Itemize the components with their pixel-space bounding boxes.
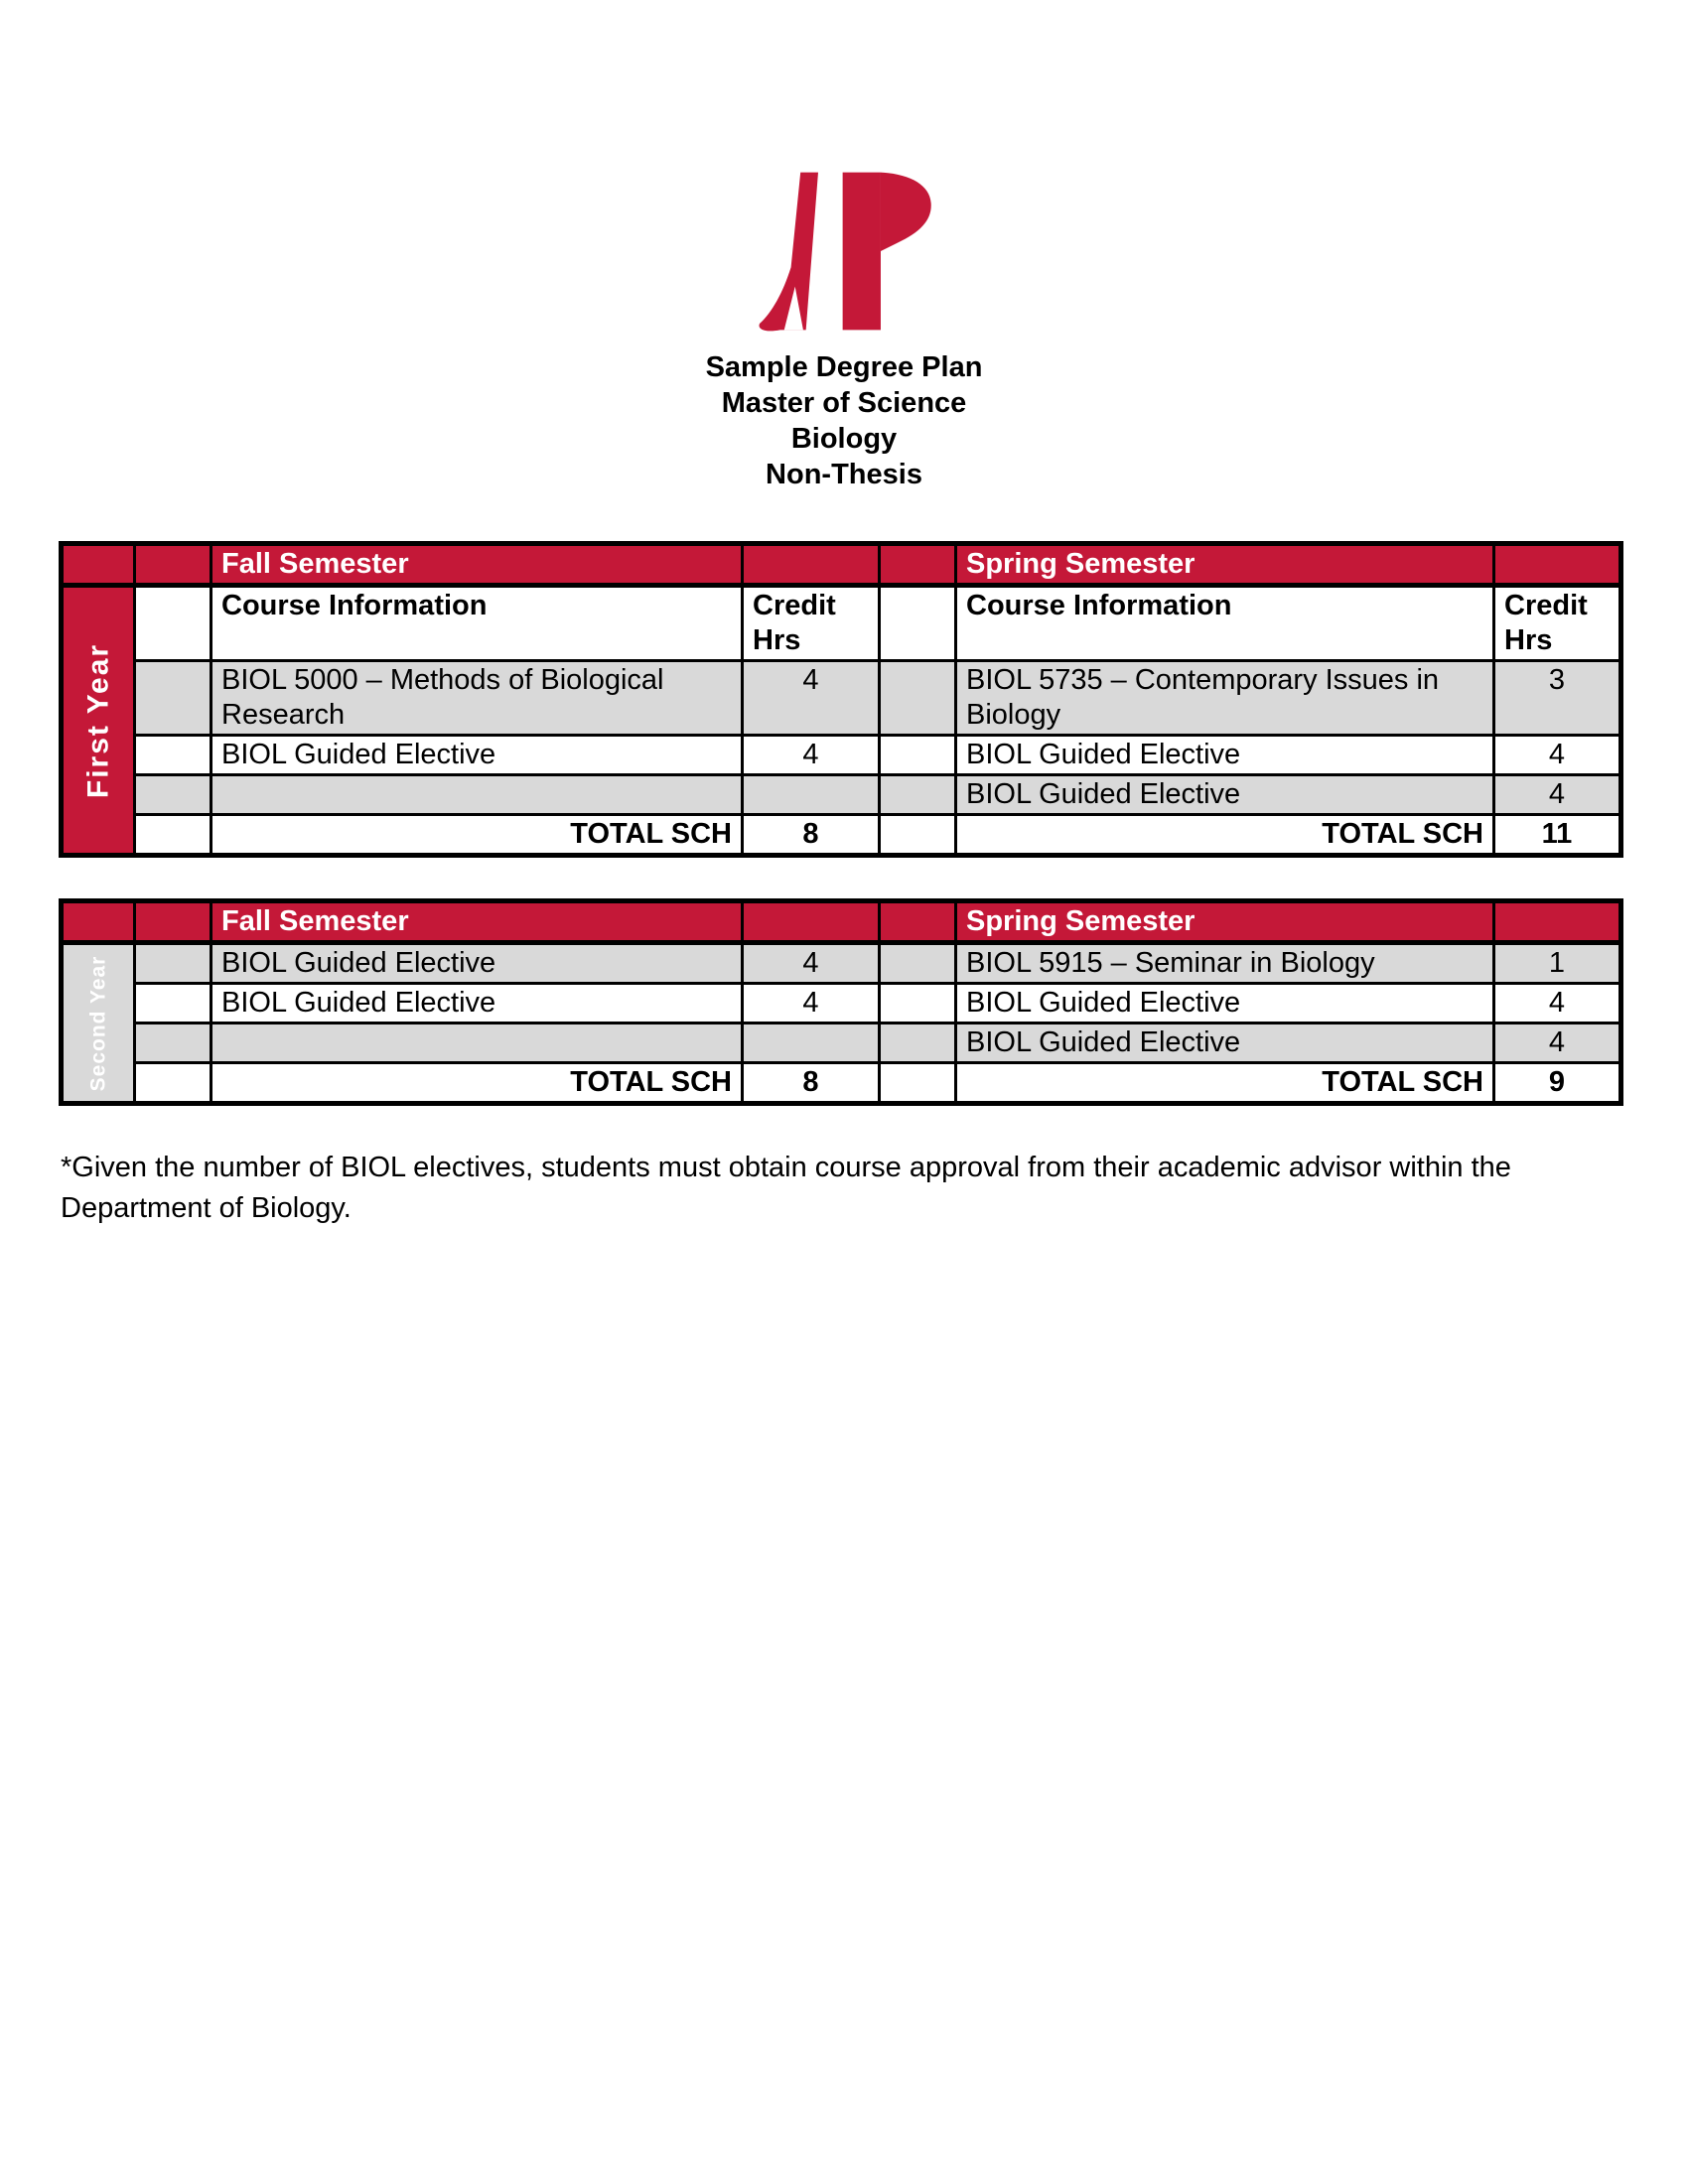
spring-course-cell: BIOL 5915 – Seminar in Biology	[956, 943, 1494, 984]
second-year-label: Second Year	[86, 955, 110, 1091]
fall-total-value: 8	[743, 815, 880, 856]
fall-total-label: TOTAL SCH	[211, 815, 743, 856]
course-row	[62, 943, 1621, 984]
spring-semester-header: Spring Semester	[956, 901, 1494, 943]
title-line-3: Biology	[790, 423, 898, 455]
ap-logo-a-glyph	[760, 173, 818, 332]
header-credit-cell	[1494, 544, 1621, 586]
spring-total-label: TOTAL SCH	[956, 1063, 1494, 1104]
credit-hrs-header: Credit Hrs	[743, 586, 880, 661]
spring-credit-cell: 4	[1494, 1024, 1621, 1063]
footnote	[61, 1148, 1629, 1229]
gap-cell	[880, 943, 956, 984]
header-spacer-cell	[135, 544, 211, 586]
spring-semester-header: Spring Semester	[956, 544, 1494, 586]
fall-course-cell: BIOL Guided Elective	[211, 736, 743, 775]
spring-course-cell: BIOL Guided Elective	[956, 1024, 1494, 1063]
header-spacer-cell	[135, 901, 211, 943]
spacer-cell	[135, 943, 211, 984]
ap-logo-p-stem	[843, 173, 881, 331]
credit-hrs-header: Credit Hrs	[1494, 586, 1621, 661]
header-gap-cell	[880, 901, 956, 943]
spacer-cell	[135, 775, 211, 815]
gap-cell	[880, 586, 956, 661]
semester-header-row	[62, 901, 1621, 943]
fall-course-cell: BIOL 5000 – Methods of Biological Research	[211, 661, 743, 736]
spacer-cell	[135, 736, 211, 775]
column-labels-row	[62, 586, 1621, 661]
ap-logo-p-bowl	[881, 173, 931, 251]
spring-total-value: 9	[1494, 1063, 1621, 1104]
header-credit-cell	[1494, 901, 1621, 943]
document-title-block	[0, 349, 1688, 492]
gap-cell	[880, 661, 956, 736]
fall-semester-header: Fall Semester	[211, 544, 743, 586]
spring-credit-cell: 4	[1494, 984, 1621, 1024]
fall-total-value: 8	[743, 1063, 880, 1104]
fall-credit-cell	[743, 1024, 880, 1063]
year-label-cell	[62, 943, 135, 1104]
fall-course-cell: BIOL Guided Elective	[211, 943, 743, 984]
spacer-cell	[135, 984, 211, 1024]
header-year-cell	[62, 544, 135, 586]
title-line-2: Master of Science	[721, 387, 967, 419]
first-year-label: First Year	[81, 642, 115, 798]
spring-credit-cell: 4	[1494, 775, 1621, 815]
semester-header-row	[62, 544, 1621, 586]
course-info-header: Course Information	[956, 586, 1494, 661]
spacer-cell	[135, 661, 211, 736]
title-line-4: Non-Thesis	[766, 459, 922, 490]
fall-credit-cell: 4	[743, 943, 880, 984]
header-credit-cell	[743, 544, 880, 586]
spacer-cell	[135, 1024, 211, 1063]
footnote-line-2: Department of Biology.	[61, 1192, 352, 1224]
fall-credit-cell	[743, 775, 880, 815]
fall-course-cell	[211, 775, 743, 815]
title-line-1: Sample Degree Plan	[705, 351, 983, 383]
header-credit-cell	[743, 901, 880, 943]
year-label-cell	[62, 586, 135, 856]
ap-logo	[756, 171, 932, 332]
gap-cell	[880, 1063, 956, 1104]
course-row	[62, 984, 1621, 1024]
fall-semester-header: Fall Semester	[211, 901, 743, 943]
fall-credit-cell: 4	[743, 736, 880, 775]
spring-course-cell: BIOL Guided Elective	[956, 736, 1494, 775]
ap-logo-svg	[756, 171, 932, 332]
course-row	[62, 1024, 1621, 1063]
spring-course-cell: BIOL Guided Elective	[956, 775, 1494, 815]
gap-cell	[880, 1024, 956, 1063]
fall-credit-cell: 4	[743, 984, 880, 1024]
total-row	[62, 1063, 1621, 1104]
fall-credit-cell: 4	[743, 661, 880, 736]
second-year-table	[59, 898, 1623, 1106]
course-info-header: Course Information	[211, 586, 743, 661]
spacer-cell	[135, 586, 211, 661]
spacer-cell	[135, 815, 211, 856]
header-year-cell	[62, 901, 135, 943]
fall-course-cell	[211, 1024, 743, 1063]
gap-cell	[880, 984, 956, 1024]
fall-total-label: TOTAL SCH	[211, 1063, 743, 1104]
spring-credit-cell: 4	[1494, 736, 1621, 775]
course-row	[62, 661, 1621, 736]
course-row	[62, 736, 1621, 775]
spring-course-cell: BIOL Guided Elective	[956, 984, 1494, 1024]
footnote-line-1: *Given the number of BIOL electives, students must obtain course approval from their academic advisor within the	[61, 1152, 1511, 1183]
first-year-table	[59, 541, 1623, 858]
gap-cell	[880, 736, 956, 775]
spacer-cell	[135, 1063, 211, 1104]
spring-credit-cell: 1	[1494, 943, 1621, 984]
gap-cell	[880, 815, 956, 856]
spring-total-label: TOTAL SCH	[956, 815, 1494, 856]
fall-course-cell: BIOL Guided Elective	[211, 984, 743, 1024]
spring-total-value: 11	[1494, 815, 1621, 856]
header-gap-cell	[880, 544, 956, 586]
total-row	[62, 815, 1621, 856]
course-row	[62, 775, 1621, 815]
spring-course-cell: BIOL 5735 – Contemporary Issues in Biology	[956, 661, 1494, 736]
gap-cell	[880, 775, 956, 815]
spring-credit-cell: 3	[1494, 661, 1621, 736]
